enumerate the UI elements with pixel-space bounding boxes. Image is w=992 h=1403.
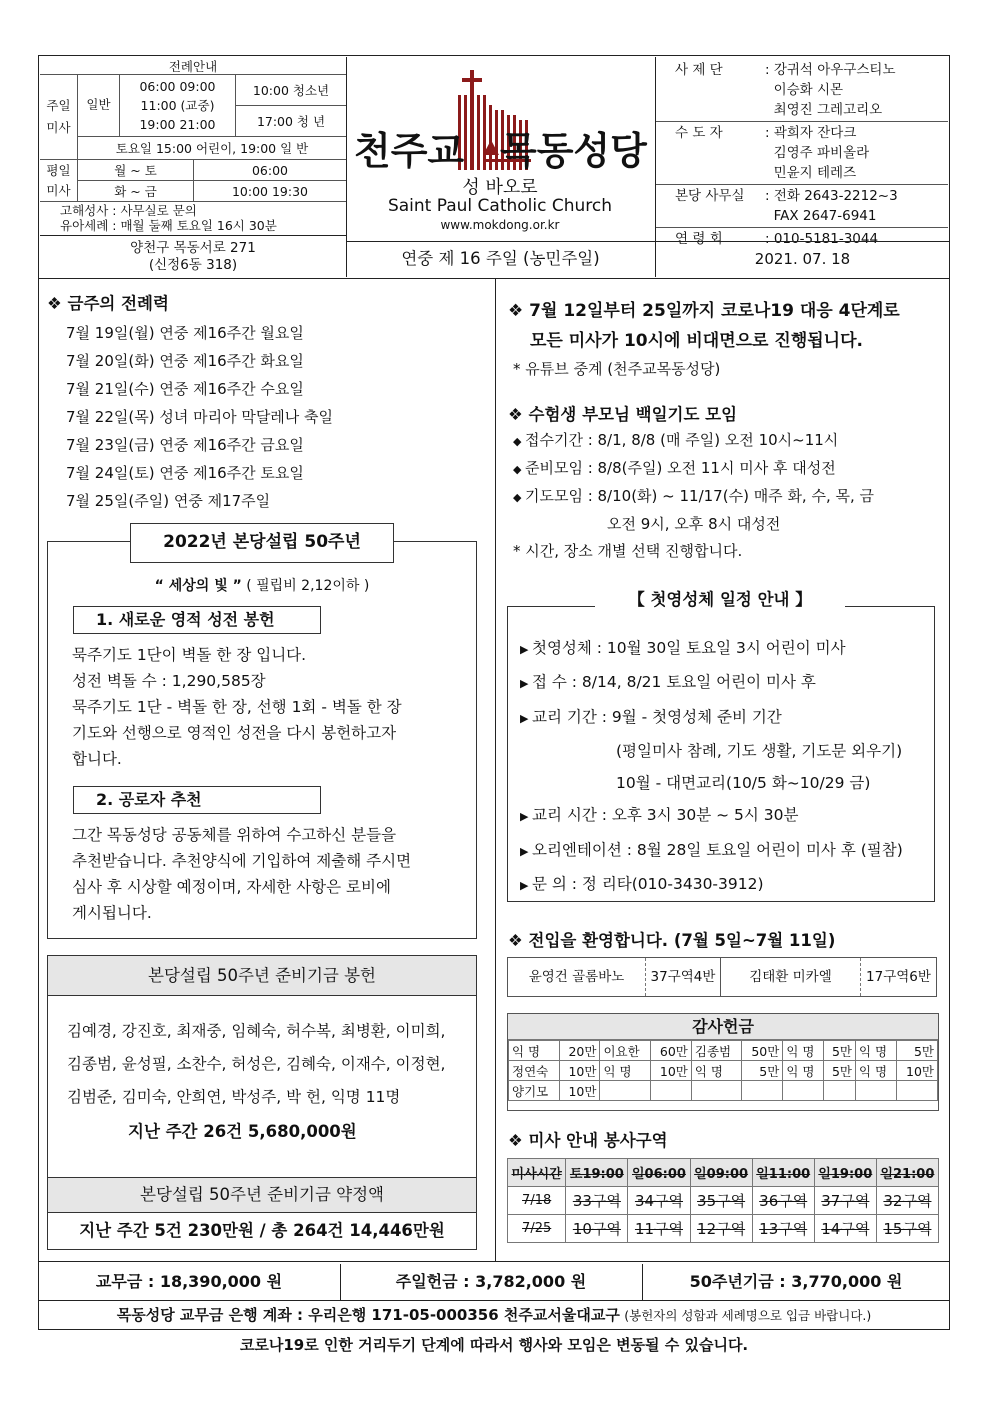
staff-row: 사 제 단 : 강귀석 아우구스티노 xyxy=(675,62,896,78)
triangle-icon: ▶ xyxy=(520,643,532,656)
donor-amount: 10만 xyxy=(559,1081,600,1101)
donor-name xyxy=(855,1081,896,1101)
calendar-item: 7월 22일(목) 성녀 마리아 막달레나 축일 xyxy=(66,408,334,426)
calendar-item: 7월 20일(화) 연중 제16주간 화요일 xyxy=(66,352,304,370)
header-cell: 일09:00 xyxy=(690,1159,752,1187)
list-item-sub: 10월 - 대면교리(10/5 화~10/29 금) xyxy=(616,774,871,793)
header-cell: 토19:00 xyxy=(566,1159,628,1187)
staff-row: 민윤지 테레즈 xyxy=(773,165,857,181)
welcome-table xyxy=(507,957,937,997)
donor-name: 김종범 xyxy=(691,1041,742,1061)
triangle-icon: ▶ xyxy=(520,711,532,725)
staff-row: 연 령 회 : 010-5181-3044 xyxy=(675,231,879,247)
sub2-line: 게시됩니다. xyxy=(72,904,152,922)
schedule-title: 전례안내 xyxy=(40,57,346,75)
calendar-list xyxy=(66,319,333,515)
donor-amount xyxy=(650,1081,691,1101)
header-cell: 일19:00 xyxy=(814,1159,876,1187)
mass-schedule xyxy=(40,57,346,233)
calendar-item: 7월 23일(금) 연중 제16주간 금요일 xyxy=(66,436,304,454)
donor-amount xyxy=(897,1081,938,1101)
table-header-row xyxy=(508,1159,939,1187)
pledge-text: 지난 주간 5건 230만원 / 총 264건 14,446만원 xyxy=(79,1221,445,1240)
calendar-item: 7월 19일(월) 연중 제16주간 월요일 xyxy=(66,324,304,342)
fund-title: 본당설립 50주년 준비기금 봉헌 xyxy=(48,956,476,996)
general-times: 06:00 09:00 11:00 (교중) 19:00 21:00 xyxy=(120,75,236,137)
donor-amount: 5만 xyxy=(824,1061,856,1081)
sub1-line: 묵주기도 1단이 벽돌 한 장 입니다. xyxy=(72,646,307,664)
table-cell: 7/18 xyxy=(508,1187,566,1215)
bullet-icon: ◆ xyxy=(513,463,525,476)
donor-name: 익 명 xyxy=(783,1061,824,1081)
donor-amount: 5만 xyxy=(742,1061,783,1081)
header-cell: 미사시간 xyxy=(508,1159,566,1187)
welcome-name: 윤영건 골롬바노 xyxy=(508,958,646,996)
weekday-mass-label: 평일 미사 xyxy=(40,160,78,202)
triangle-icon: ▶ xyxy=(520,810,532,824)
thanks-title: 감사헌금 xyxy=(508,1014,938,1040)
list-item: ◆ 준비모임 : 8/8(주일) 오전 11시 미사 후 대성전 xyxy=(513,459,836,477)
list-item: ◆ 기도모임 : 8/10(화) ~ 11/17(수) 매주 화, 수, 목, 금 xyxy=(513,487,875,505)
donor-amount: 5만 xyxy=(824,1041,856,1061)
list-item: ▶ 첫영성체 : 10월 30일 토요일 3시 어린이 미사 xyxy=(520,639,846,657)
donor-amount: 50만 xyxy=(742,1041,783,1061)
donor-name: 이요한 xyxy=(600,1041,651,1061)
list-item: ◆ 접수기간 : 8/1, 8/8 (매 주일) 오전 10시~11시 xyxy=(513,431,839,449)
list-item: ▶ 오리엔테이션 : 8월 28일 토요일 어린이 미사 후 (필참) xyxy=(520,840,903,859)
list-item: ▶ 접 수 : 8/14, 8/21 토요일 어린이 미사 후 xyxy=(520,673,816,692)
communion-list xyxy=(520,632,903,902)
table-cell: 36구역 xyxy=(752,1187,814,1215)
confession-note: 고해성사 : 사무실로 문의 xyxy=(60,203,197,218)
exam-prayer-heading: ❖ 수험생 부모님 백일기도 모임 xyxy=(508,405,738,424)
general-label: 일반 xyxy=(78,75,120,137)
sub1-title: 1. 새로운 영적 성전 봉헌 xyxy=(73,606,321,634)
infant-baptism-note: 유아세례 : 매월 둘째 토요일 16시 30분 xyxy=(60,218,277,233)
footer-notice: 코로나19로 인한 거리두기 단계에 따라서 행사와 모임은 변동될 수 있습니다. xyxy=(239,1336,749,1354)
footer-anniv: 50주년기금 : 3,770,000 원 xyxy=(689,1272,903,1291)
table-cell: 12구역 xyxy=(690,1215,752,1243)
tue-fri-label: 화 ~ 금 xyxy=(78,181,194,202)
address-line1: 양천구 목동서로 271 xyxy=(130,240,256,256)
footer-general: 교무금 : 18,390,000 원 xyxy=(95,1272,283,1291)
donor-amount: 10만 xyxy=(650,1061,691,1081)
patron-english: Saint Paul Catholic Church xyxy=(387,196,613,216)
service-heading: ❖ 미사 안내 봉사구역 xyxy=(508,1131,668,1150)
donor-name: 익 명 xyxy=(855,1061,896,1081)
mon-sat-time: 06:00 xyxy=(194,160,346,181)
youth-time: 10:00 청소년 xyxy=(236,75,346,106)
donor-name xyxy=(783,1081,824,1101)
table-row xyxy=(509,1081,938,1101)
table-row xyxy=(509,1061,938,1081)
footer-sunday: 주일헌금 : 3,782,000 원 xyxy=(395,1272,587,1291)
sub2-body xyxy=(72,822,411,926)
donor-line: 김종범, 윤성필, 소찬수, 허성은, 김혜숙, 이재수, 이정현, xyxy=(67,1055,446,1073)
calendar-item: 7월 21일(수) 연중 제16주간 수요일 xyxy=(66,380,304,398)
thanks-box xyxy=(507,1013,939,1111)
donor-amount: 5만 xyxy=(897,1041,938,1061)
table-cell: 32구역 xyxy=(876,1187,938,1215)
table-cell: 35구역 xyxy=(690,1187,752,1215)
staff-row: 수 도 자 : 곽희자 잔다크 xyxy=(675,125,857,141)
donor-list xyxy=(67,1015,446,1114)
donor-amount: 10만 xyxy=(897,1061,938,1081)
thanks-table xyxy=(508,1040,938,1101)
patron-korean: 성 바오로 xyxy=(462,177,538,198)
calendar-item: 7월 24일(토) 연중 제16주간 토요일 xyxy=(66,464,304,482)
donor-line: 김예경, 강진호, 최재중, 임혜숙, 허수복, 최병환, 이미희, xyxy=(67,1022,446,1040)
bullet-icon: ◆ xyxy=(513,435,525,448)
donor-amount: 10만 xyxy=(559,1061,600,1081)
sub2-line: 추천받습니다. 추천양식에 기입하여 제출해 주시면 xyxy=(72,852,412,870)
exam-note: * 시간, 장소 개별 선택 진행합니다. xyxy=(513,542,743,560)
youtube-note: * 유튜브 중계 (천주교목동성당) xyxy=(513,360,721,378)
exam-prayer-list xyxy=(513,427,874,565)
triangle-icon: ▶ xyxy=(520,844,532,858)
calendar-item: 7월 25일(주일) 연중 제17주일 xyxy=(66,492,271,510)
list-item: ▶ 교리 시간 : 오후 3시 30분 ~ 5시 30분 xyxy=(520,806,799,825)
table-cell: 34구역 xyxy=(628,1187,690,1215)
sub1-line: 묵주기도 1단 - 벽돌 한 장, 선행 1회 - 벽돌 한 장 xyxy=(72,698,402,716)
donor-amount xyxy=(824,1081,856,1101)
table-cell: 10구역 xyxy=(566,1215,628,1243)
staff-row: 이승화 시몬 xyxy=(773,82,844,98)
donor-amount xyxy=(742,1081,783,1101)
staff-row: 최영진 그레고리오 xyxy=(773,102,883,118)
donor-name: 익 명 xyxy=(855,1041,896,1061)
donor-name: 양기모 xyxy=(509,1081,560,1101)
triangle-icon: ▶ xyxy=(520,879,532,893)
header-cell: 일21:00 xyxy=(876,1159,938,1187)
saturday-note: 토요일 15:00 어린이, 19:00 일 반 xyxy=(78,137,346,160)
donor-name: 정연숙 xyxy=(509,1061,560,1081)
triangle-icon: ▶ xyxy=(520,677,532,691)
list-item: ▶ 교리 기간 : 9월 - 첫영성체 준비 기간 xyxy=(520,707,782,726)
welcome-area: 37구역4반 xyxy=(646,958,721,996)
tue-fri-time: 10:00 19:30 xyxy=(194,181,346,202)
staff-row: 김영주 파비올라 xyxy=(773,145,870,161)
table-cell: 33구역 xyxy=(566,1187,628,1215)
staff-row: 본당 사무실 : 전화 2643-2212~3 xyxy=(675,188,898,204)
diamond-icon: ❖ xyxy=(508,1131,529,1150)
welcome-name: 김태환 미카엘 xyxy=(721,958,861,996)
sub2-title: 2. 공로자 추천 xyxy=(73,786,321,814)
diamond-icon: ❖ xyxy=(508,301,530,321)
sub1-line: 성전 벽돌 수 : 1,290,585장 xyxy=(72,672,266,690)
sub1-body xyxy=(72,642,402,772)
donor-name xyxy=(600,1081,651,1101)
welcome-area: 17구역6반 xyxy=(866,969,931,985)
table-cell: 37구역 xyxy=(814,1187,876,1215)
sunday-mass-label: 주일 미사 xyxy=(40,75,78,160)
staff-row: FAX 2647-6941 xyxy=(773,208,877,224)
table-cell: 15구역 xyxy=(876,1215,938,1243)
donor-line: 김범준, 김미숙, 안희연, 박성주, 박 헌, 익명 11명 xyxy=(67,1088,401,1106)
church-name-part2: 목동성당 xyxy=(500,128,647,173)
church-name-part1: 천주교 xyxy=(354,128,465,173)
anniversary-motto: “ 세상의 빛 ” ( 필립비 2,12이하 ) xyxy=(154,578,370,594)
staff-list xyxy=(675,60,945,249)
website-link[interactable]: www.mokdong.or.kr xyxy=(440,218,560,232)
service-table xyxy=(507,1158,939,1243)
donor-name: 익 명 xyxy=(509,1041,560,1061)
sub1-line: 합니다. xyxy=(72,750,122,768)
bulletin-date: 2021. 07. 18 xyxy=(754,250,851,268)
calendar-heading: ❖ 금주의 전례력 xyxy=(47,294,169,313)
address-line2: (신정6동 318) xyxy=(148,257,238,273)
diamond-icon: ❖ xyxy=(508,405,529,424)
anniversary-title: 2022년 본당설립 50주년 xyxy=(130,523,394,563)
donor-name: 익 명 xyxy=(600,1061,651,1081)
donor-amount: 20만 xyxy=(559,1041,600,1061)
diamond-icon: ❖ xyxy=(47,294,68,313)
welcome-heading: ❖ 전입을 환영합니다. (7월 5일~7월 11일) xyxy=(508,931,836,950)
sub2-line: 그간 목동성당 공동체를 위하여 수고하신 분들을 xyxy=(72,826,397,844)
list-item-sub: (평일미사 참례, 기도 생활, 기도문 외우기) xyxy=(616,741,903,760)
address xyxy=(40,240,346,274)
donor-name: 익 명 xyxy=(783,1041,824,1061)
table-row xyxy=(508,1215,939,1243)
fund-last-week: 지난 주간 26건 5,680,000원 xyxy=(128,1122,357,1141)
covid-notice: ❖ 7월 12일부터 25일까지 코로나19 대응 4단계로 모든 미사가 10시에 비대면으로 진행됩니다. xyxy=(508,301,900,351)
list-item: ▶ 문 의 : 정 리타(010-3430-3912) xyxy=(520,875,764,894)
table-row xyxy=(508,1187,939,1215)
table-cell: 7/25 xyxy=(508,1215,566,1243)
church-logo-area xyxy=(350,60,650,240)
table-row xyxy=(509,1041,938,1061)
donor-amount: 60만 xyxy=(650,1041,691,1061)
table-cell: 14구역 xyxy=(814,1215,876,1243)
week-title: 연중 제 16 주일 (농민주일) xyxy=(401,249,600,268)
young-adult-time: 17:00 청 년 xyxy=(236,106,346,137)
header-cell: 일06:00 xyxy=(628,1159,690,1187)
bank-info: 목동성당 교무금 은행 계좌 : 우리은행 171-05-000356 천주교서울대교구 (봉헌자의 성함과 세례명으로 입금 바랍니다.) xyxy=(116,1306,872,1324)
mon-sat-label: 월 ~ 토 xyxy=(78,160,194,181)
donor-name: 익 명 xyxy=(691,1061,742,1081)
header-cell: 일11:00 xyxy=(752,1159,814,1187)
sub1-line: 기도와 선행으로 영적인 성전을 다시 봉헌하고자 xyxy=(72,724,397,742)
table-cell: 13구역 xyxy=(752,1215,814,1243)
communion-title: 【 첫영성체 일정 안내 】 xyxy=(595,588,845,612)
diamond-icon: ❖ xyxy=(508,931,529,950)
donor-name xyxy=(691,1081,742,1101)
bullet-icon: ◆ xyxy=(513,491,525,504)
sub2-line: 심사 후 시상할 예정이며, 자세한 사항은 로비에 xyxy=(72,878,391,896)
table-cell: 11구역 xyxy=(628,1215,690,1243)
list-item-extra: 오전 9시, 오후 8시 대성전 xyxy=(607,515,781,533)
pledge-title: 본당설립 50주년 준비기금 약정액 xyxy=(48,1177,476,1213)
